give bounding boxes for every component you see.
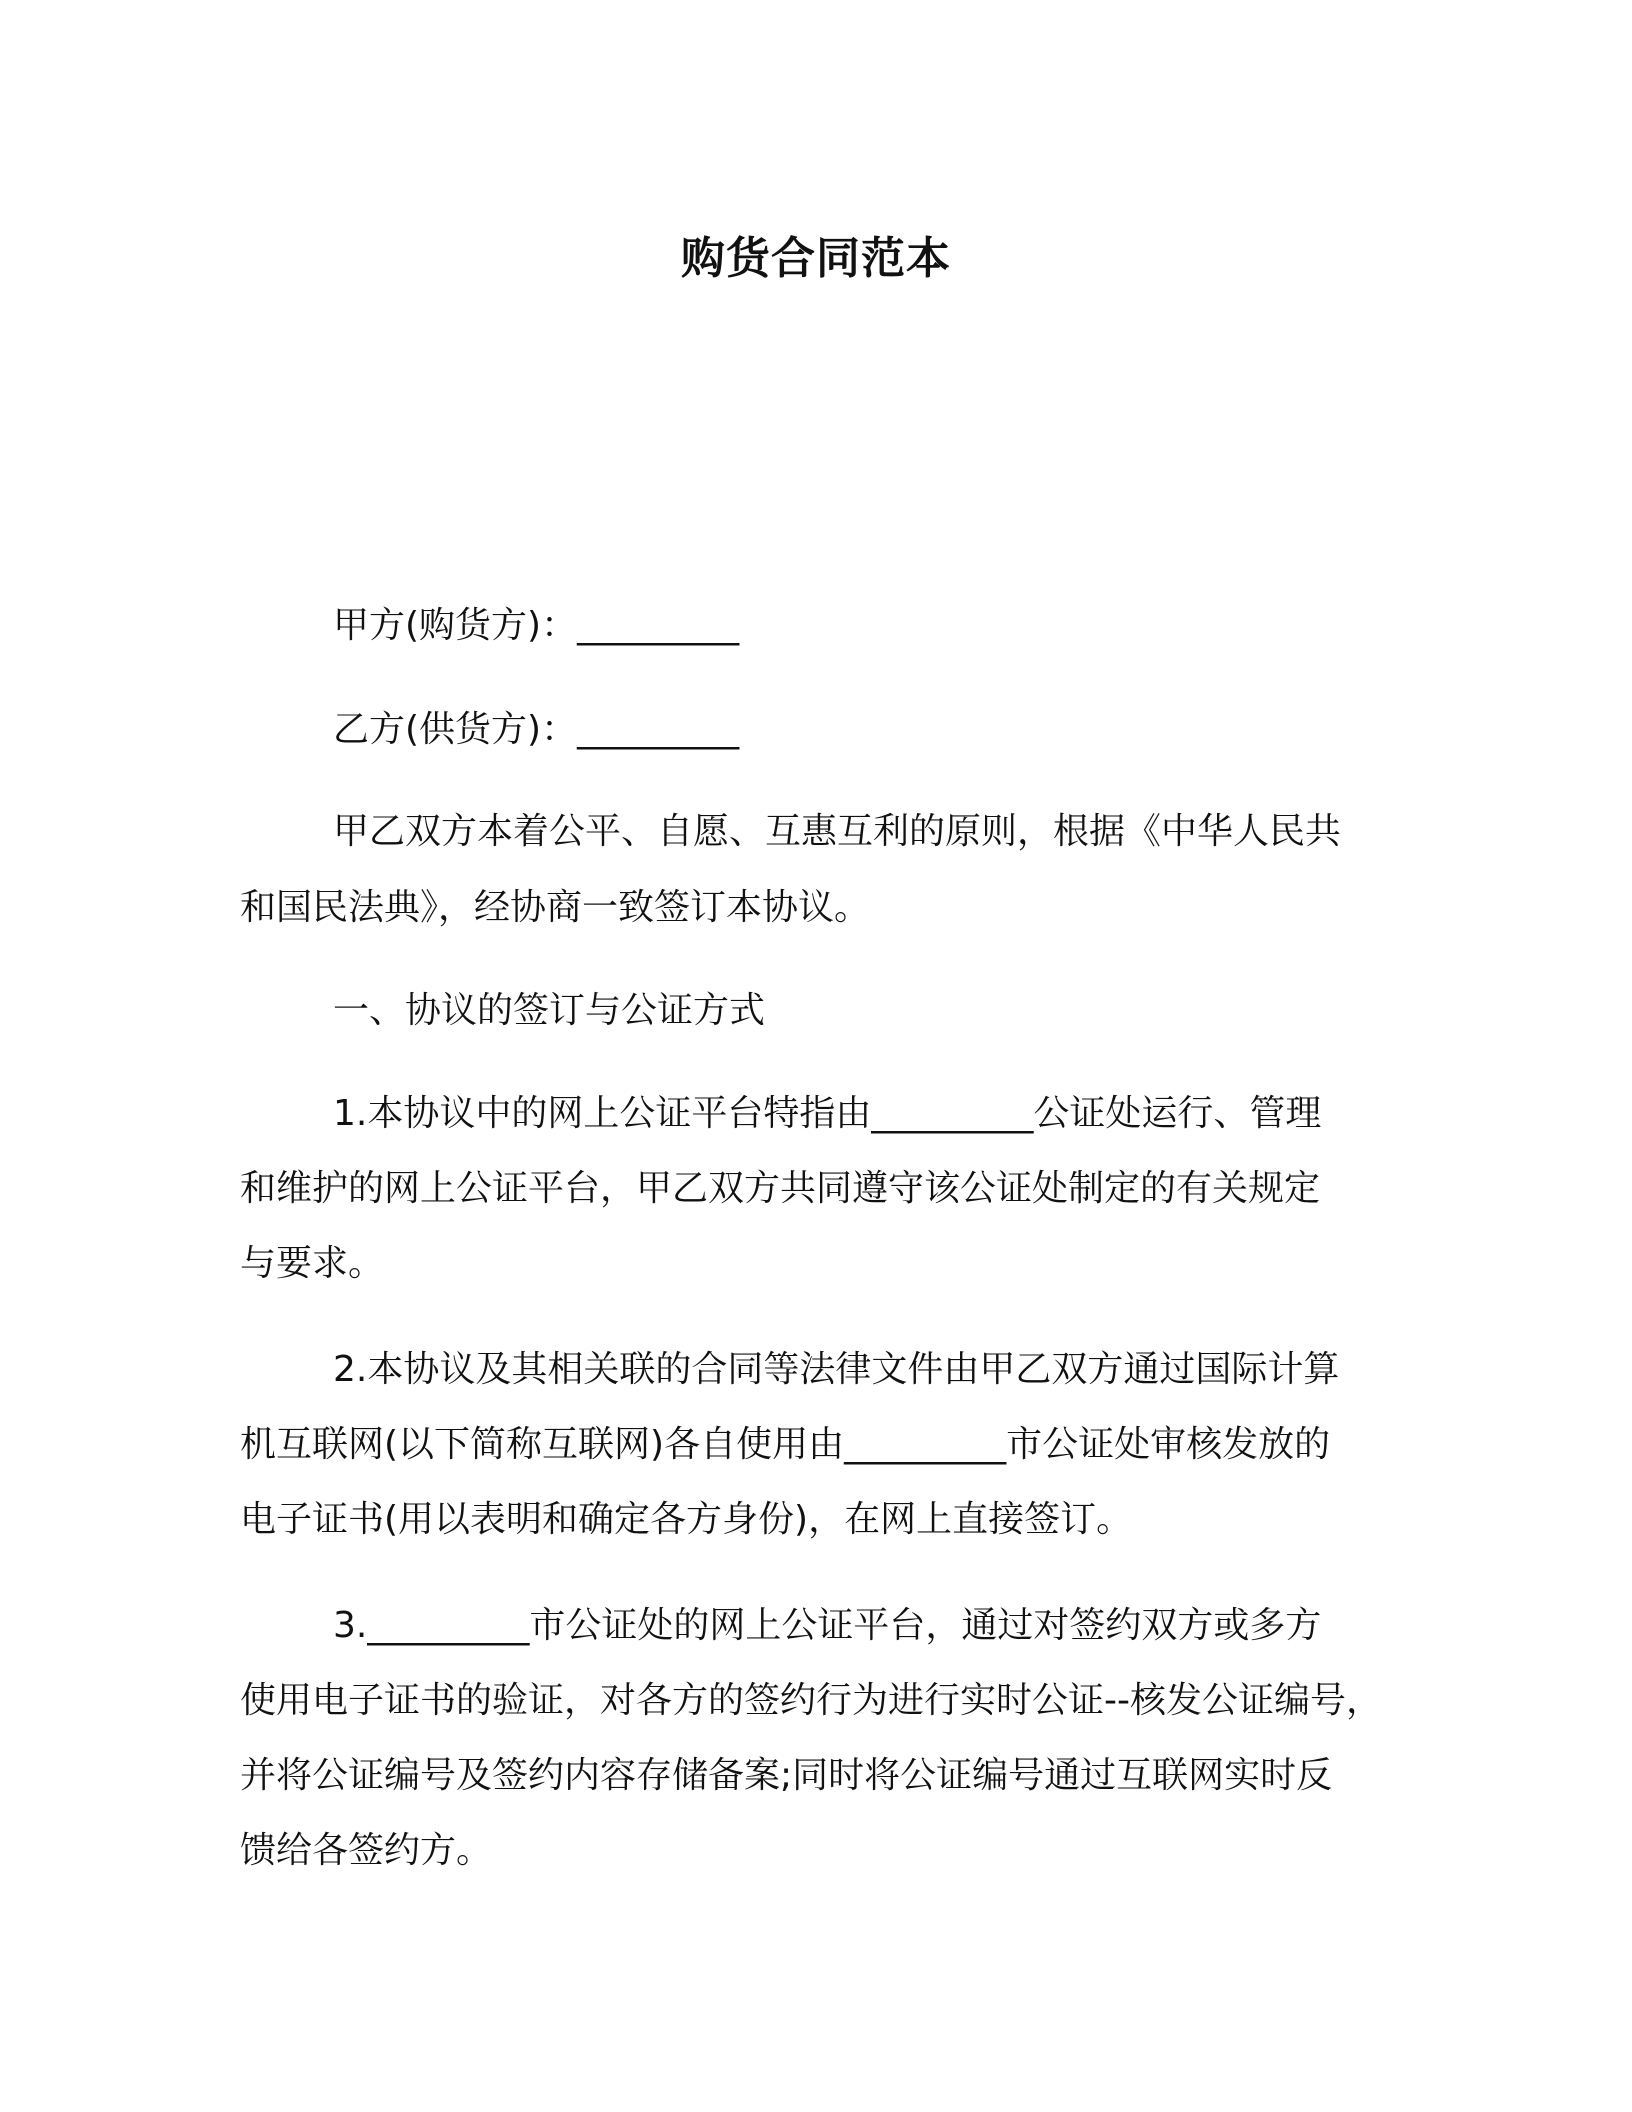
party-a-line: 甲方(购货方)：_________ [333, 605, 740, 646]
clause-3-line-1: 3._________市公证处的网上公证平台，通过对签约双方或多方 [333, 1605, 1322, 1646]
clause-1-line-1: 1.本协议中的网上公证平台特指由_________公证处运行、管理 [333, 1093, 1322, 1134]
document-title: 购货合同范本 [681, 233, 951, 284]
clause-3-line-3: 并将公证编号及签约内容存储备案;同时将公证编号通过互联网实时反 [240, 1755, 1333, 1796]
clause-3-line-2: 使用电子证书的验证，对各方的签约行为进行实时公证--核发公证编号， [240, 1680, 1382, 1721]
clause-2-line-1: 2.本协议及其相关联的合同等法律文件由甲乙双方通过国际计算 [333, 1349, 1340, 1390]
clause-2-line-3: 电子证书(用以表明和确定各方身份)，在网上直接签订。 [240, 1499, 1133, 1540]
section-1-heading: 一、协议的签订与公证方式 [333, 990, 766, 1031]
party-b-line: 乙方(供货方)：_________ [333, 709, 740, 750]
clause-2-line-2: 机互联网(以下简称互联网)各自使用由_________市公证处审核发放的 [240, 1424, 1331, 1465]
clause-1-line-2: 和维护的网上公证平台，甲乙双方共同遵守该公证处制定的有关规定 [240, 1168, 1321, 1209]
clause-3-line-4: 馈给各签约方。 [240, 1830, 493, 1871]
clause-1-line-3: 与要求。 [240, 1243, 385, 1284]
preamble-line-2: 和国民法典》，经协商一致签订本协议。 [240, 887, 871, 928]
preamble-line-1: 甲乙双方本着公平、自愿、互惠互利的原则，根据《中华人民共 [333, 811, 1342, 852]
